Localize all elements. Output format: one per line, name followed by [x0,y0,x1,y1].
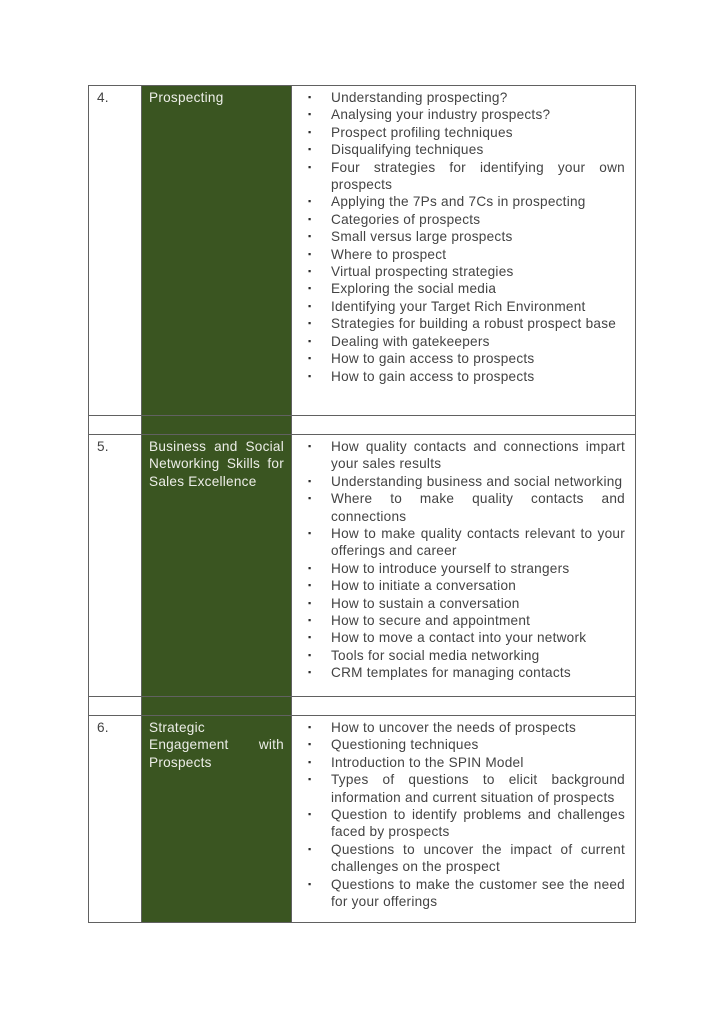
list-item-text: Question to identify problems and challenges faced by prospects [331,807,625,840]
bullet-list [292,435,635,696]
row-number: 5. [97,439,109,454]
bullet-square-icon: ▪ [308,475,312,486]
list-item-text: Categories of prospects [331,211,481,227]
table-row [89,86,635,416]
list-item [292,106,625,123]
list-item [292,841,625,876]
topic-label: Business and Social Networking Skills for Sales Excellence [149,439,284,489]
spacer-number-cell [89,416,142,434]
list-item [292,612,625,629]
bullet-square-icon: ▪ [308,843,312,854]
topic-label: Strategic Engagement with Prospects [149,720,284,770]
list-item-text: Questioning techniques [331,737,479,753]
list-item-text: Introduction to the SPIN Model [331,754,524,770]
bullet-square-icon: ▪ [308,92,312,102]
list-item [292,490,625,525]
bullet-square-icon: ▪ [308,580,312,591]
course-table [88,85,636,923]
row-number: 4. [97,90,109,105]
list-item-text: Identifying your Target Rich Environment [331,298,586,314]
list-item [292,298,625,315]
list-item [292,263,625,280]
bullet-square-icon: ▪ [308,632,312,643]
bullet-square-icon: ▪ [308,353,312,364]
list-item-text: Questions to uncover the impact of current challenges on the prospect [331,841,625,875]
bullet-square-icon: ▪ [308,615,312,626]
list-item-text: Virtual prospecting strategies [331,264,514,280]
row-number-cell [89,435,142,696]
row-number-cell [89,86,142,415]
list-item [292,560,625,577]
bullet-square-icon: ▪ [308,441,312,451]
spacer-bullet-cell [292,697,635,715]
list-item [292,664,625,681]
bullet-square-icon: ▪ [308,231,312,242]
list-item [292,228,625,245]
bullet-square-icon: ▪ [308,649,312,660]
table-row [89,716,635,922]
list-item-text: Prospect profiling techniques [331,124,513,140]
list-item-text: Tools for social media networking [331,647,540,663]
table-row [89,435,635,697]
list-item [292,525,625,560]
list-item-text: How to move a contact into your network [331,630,587,646]
bullet-square-icon: ▪ [308,266,312,277]
bullet-list [292,86,635,415]
bullet-square-icon: ▪ [308,562,312,573]
spacer-number-cell [89,697,142,715]
list-item [292,806,625,841]
list-item-text: Small versus large prospects [331,229,513,245]
bullet-square-icon: ▪ [308,335,312,346]
bullet-square-icon: ▪ [308,196,312,207]
row-number-cell [89,716,142,922]
list-item-text: Where to prospect [331,246,447,262]
bullet-square-icon: ▪ [308,161,312,172]
list-item-text: Questions to make the customer see the need for your offerings [331,876,625,910]
bullet-square-icon: ▪ [308,774,312,785]
list-item-text: CRM templates for managing contacts [331,665,571,681]
list-item-text: Types of questions to elicit background information and current situation of prospects [331,772,625,805]
list-item-text: How to sustain a conversation [331,595,520,611]
list-item-text: Strategies for building a robust prospect base [331,316,617,332]
list-item-text: How to initiate a conversation [331,578,517,594]
list-item [292,876,625,911]
list-item-text: How to introduce yourself to strangers [331,560,570,576]
bullet-square-icon: ▪ [308,667,312,678]
bullet-square-icon: ▪ [308,126,312,137]
topic-label: Prospecting [149,90,224,105]
list-item-text: How to secure and appointment [331,613,531,629]
bullet-square-icon: ▪ [308,248,312,259]
list-item-text: How quality contacts and connections impart your sales results [331,439,625,472]
list-item [292,595,625,612]
bullet-square-icon: ▪ [308,318,312,329]
topic-cell [142,435,292,696]
bullet-square-icon: ▪ [308,597,312,608]
list-item-text: Exploring the social media [331,281,497,297]
bullet-square-icon: ▪ [308,283,312,294]
list-item [292,577,625,594]
list-item [292,647,625,664]
bullet-square-icon: ▪ [308,528,312,539]
list-item [292,159,625,194]
list-item [292,719,625,736]
list-item-text: Understanding business and social networking [331,473,623,489]
bullet-square-icon: ▪ [308,370,312,381]
list-item [292,141,625,158]
list-item [292,629,625,646]
list-item [292,473,625,490]
list-item [292,280,625,297]
spacer-row [89,697,635,716]
list-item [292,89,625,106]
list-item [292,315,625,332]
bullet-square-icon: ▪ [308,756,312,767]
list-item [292,771,625,806]
row-number: 6. [97,720,109,735]
bullet-square-icon: ▪ [308,878,312,889]
list-item-text: Four strategies for identifying your own prospects [331,159,625,193]
list-item [292,350,625,367]
list-item [292,438,625,473]
list-item-text: Where to make quality contacts and connections [331,491,625,524]
list-item [292,368,625,385]
bullet-list [292,716,635,922]
list-item [292,193,625,210]
bullet-square-icon: ▪ [308,109,312,120]
bullet-square-icon: ▪ [308,213,312,224]
list-item-text: Analysing your industry prospects? [331,107,551,123]
list-item-text: Applying the 7Ps and 7Cs in prospecting [331,194,586,210]
list-item-text: Dealing with gatekeepers [331,333,490,349]
spacer-bullet-cell [292,416,635,434]
bullet-square-icon: ▪ [308,144,312,155]
list-item-text: Understanding prospecting? [331,90,508,105]
list-item [292,124,625,141]
bullet-square-icon: ▪ [308,493,312,504]
spacer-row [89,416,635,435]
list-item [292,736,625,753]
bullet-square-icon: ▪ [308,809,312,820]
list-item-text: How to gain access to prospects [331,351,535,367]
bullet-square-icon: ▪ [308,722,312,732]
bullet-square-icon: ▪ [308,739,312,750]
bullet-square-icon: ▪ [308,300,312,311]
topic-cell [142,86,292,415]
spacer-topic-cell [142,697,292,715]
list-item-text: How to make quality contacts relevant to your offerings and career [331,526,625,559]
list-item-text: Disqualifying techniques [331,142,484,158]
list-item [292,246,625,263]
topic-cell [142,716,292,922]
list-item [292,211,625,228]
list-item-text: How to gain access to prospects [331,368,535,384]
list-item [292,754,625,771]
list-item [292,333,625,350]
spacer-topic-cell [142,416,292,434]
list-item-text: How to uncover the needs of prospects [331,720,577,735]
